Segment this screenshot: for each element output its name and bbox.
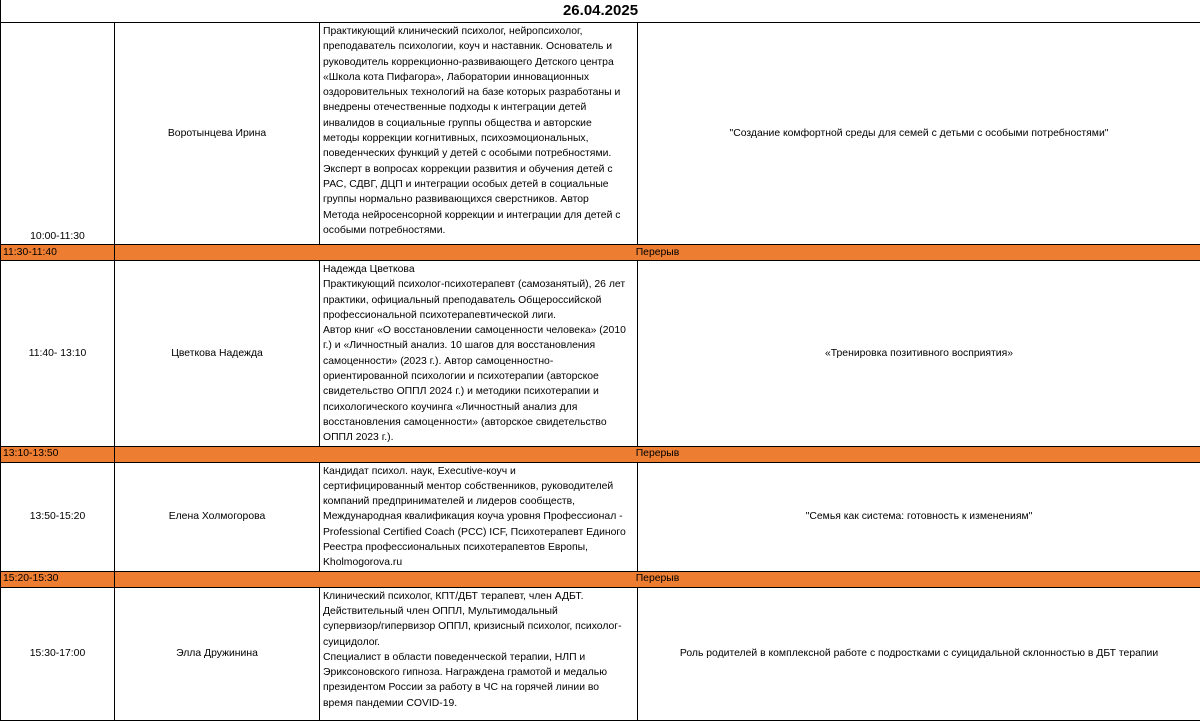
break-row: [1, 245, 1200, 261]
bio-line: Специалист в области поведенческой терапии, НЛП и: [323, 650, 634, 665]
speaker-bio: [320, 587, 638, 720]
bio-line: ОППЛ 2023 г.).: [323, 430, 634, 445]
bio-line: «Школа кота Пифагора», Лаборатории инновационных: [323, 70, 634, 85]
bio-line: г.) и «Личностный анализ. 10 шагов для восстановления: [323, 338, 634, 353]
bio-line: Клинический психолог, КПТ/ДБТ терапевт, член АДБТ.: [323, 589, 634, 604]
bio-line: ориентированной психологии и психотерапии (авторское: [323, 369, 634, 384]
session-row: [1, 261, 1200, 447]
bio-line: Действительный член ОППЛ, Мультимодальный: [323, 604, 634, 619]
bio-line: РАС, СДВГ, ДЦП и интеграции особых детей в социальные: [323, 177, 634, 192]
bio-line: особыми потребностями.: [323, 223, 634, 238]
bio-line: психологического коучинга «Личностный анализ для: [323, 400, 634, 415]
session-time: 15:30-17:00: [1, 587, 115, 720]
bio-line: президентом России за работу в ЧС на горячей линии во: [323, 680, 634, 695]
session-time: 13:50-15:20: [1, 462, 115, 571]
bio-line: Надежда Цветкова: [323, 262, 634, 277]
bio-line: преподаватель психологии, коуч и наставник. Основатель и: [323, 39, 634, 54]
bio-line: свидетельство ОППЛ 2024 г.) и методики психотерапии и: [323, 384, 634, 399]
session-time: 11:40- 13:10: [1, 261, 115, 447]
bio-line: компаний предпринимателей и лидеров сообществ,: [323, 494, 634, 509]
bio-line: Professional Certified Coach (PCC) ICF, Психотерапевт Единого: [323, 525, 634, 540]
session-topic: "Создание комфортной среды для семей с детьми с особыми потребностями": [638, 23, 1200, 245]
bio-line: внедрены отечественные подходы к интеграции детей: [323, 100, 634, 115]
bio-line: поведенческих функций у детей с особыми потребностями.: [323, 146, 634, 161]
bio-line: супервизор/гипервизор ОППЛ, кризисный психолог, психолог-: [323, 619, 634, 634]
bio-line: Кандидат психол. наук, Executive-коуч и: [323, 464, 634, 479]
break-time: 13:10-13:50: [1, 446, 115, 462]
break-row: [1, 571, 1200, 587]
date-header: 26.04.2025: [1, 0, 1200, 23]
bio-line: профессиональной психотерапевтической лиги.: [323, 308, 634, 323]
break-label: Перерыв: [115, 245, 1200, 261]
bio-line: Эксперт в вопросах коррекции развития и обучения детей с: [323, 162, 634, 177]
bio-line: суицидолог.: [323, 635, 634, 650]
bio-line: Метода нейросенсорной коррекции и интеграции для детей с: [323, 208, 634, 223]
session-topic: Роль родителей в комплексной работе с подростками с суицидальной склонностью в ДБТ терапии: [638, 587, 1200, 720]
bio-line: Реестра профессиональных психотерапевтов Европы,: [323, 540, 634, 555]
session-row: [1, 587, 1200, 720]
speaker-name: Элла Дружинина: [115, 587, 320, 720]
bio-line: Автор книг «О восстановлении самоценности человека» (2010: [323, 323, 634, 338]
bio-line: руководитель коррекционно-развивающего Детского центра: [323, 55, 634, 70]
date-row: [1, 0, 1200, 23]
speaker-bio: [320, 23, 638, 245]
bio-line: Практикующий клинический психолог, нейропсихолог,: [323, 24, 634, 39]
break-time: 11:30-11:40: [1, 245, 115, 261]
bio-line: оздоровительных технологий на базе которых разработаны и: [323, 85, 634, 100]
speaker-name: Воротынцева Ирина: [115, 23, 320, 245]
bio-line: Международная квалификация коуча уровня Профессионал -: [323, 509, 634, 524]
bio-line: практики, официальный преподаватель Общероссийской: [323, 293, 634, 308]
bio-line: группы нормально развивающихся сверстников. Автор: [323, 192, 634, 207]
bio-line: Эриксоновского гипноза. Награждена грамотой и медалью: [323, 665, 634, 680]
break-row: [1, 446, 1200, 462]
speaker-name: Елена Холмогорова: [115, 462, 320, 571]
session-topic: "Семья как система: готовность к изменениям": [638, 462, 1200, 571]
bio-line: методы коррекции когнитивных, психоэмоциональных,: [323, 131, 634, 146]
bio-line: Практикующий психолог-психотерапевт (самозанятый), 26 лет: [323, 277, 634, 292]
bio-line: Kholmogorova.ru: [323, 555, 634, 570]
bio-line: время пандемии COVID-19.: [323, 696, 634, 711]
speaker-bio: [320, 462, 638, 571]
session-row: [1, 462, 1200, 571]
session-row: [1, 23, 1200, 245]
bio-line: инвалидов в социальные группы общества и авторские: [323, 116, 634, 131]
break-label: Перерыв: [115, 446, 1200, 462]
break-time: 15:20-15:30: [1, 571, 115, 587]
speaker-name: Цветкова Надежда: [115, 261, 320, 447]
session-time: 10:00-11:30: [1, 23, 115, 245]
bio-line: сертифицированный ментор собственников, руководителей: [323, 479, 634, 494]
speaker-bio: [320, 261, 638, 447]
break-label: Перерыв: [115, 571, 1200, 587]
bio-line: восстановления самоценности» (авторское свидетельство: [323, 415, 634, 430]
bio-line: самоценности» (2023 г.). Автор самоценностно-: [323, 354, 634, 369]
session-topic: «Тренировка позитивного восприятия»: [638, 261, 1200, 447]
